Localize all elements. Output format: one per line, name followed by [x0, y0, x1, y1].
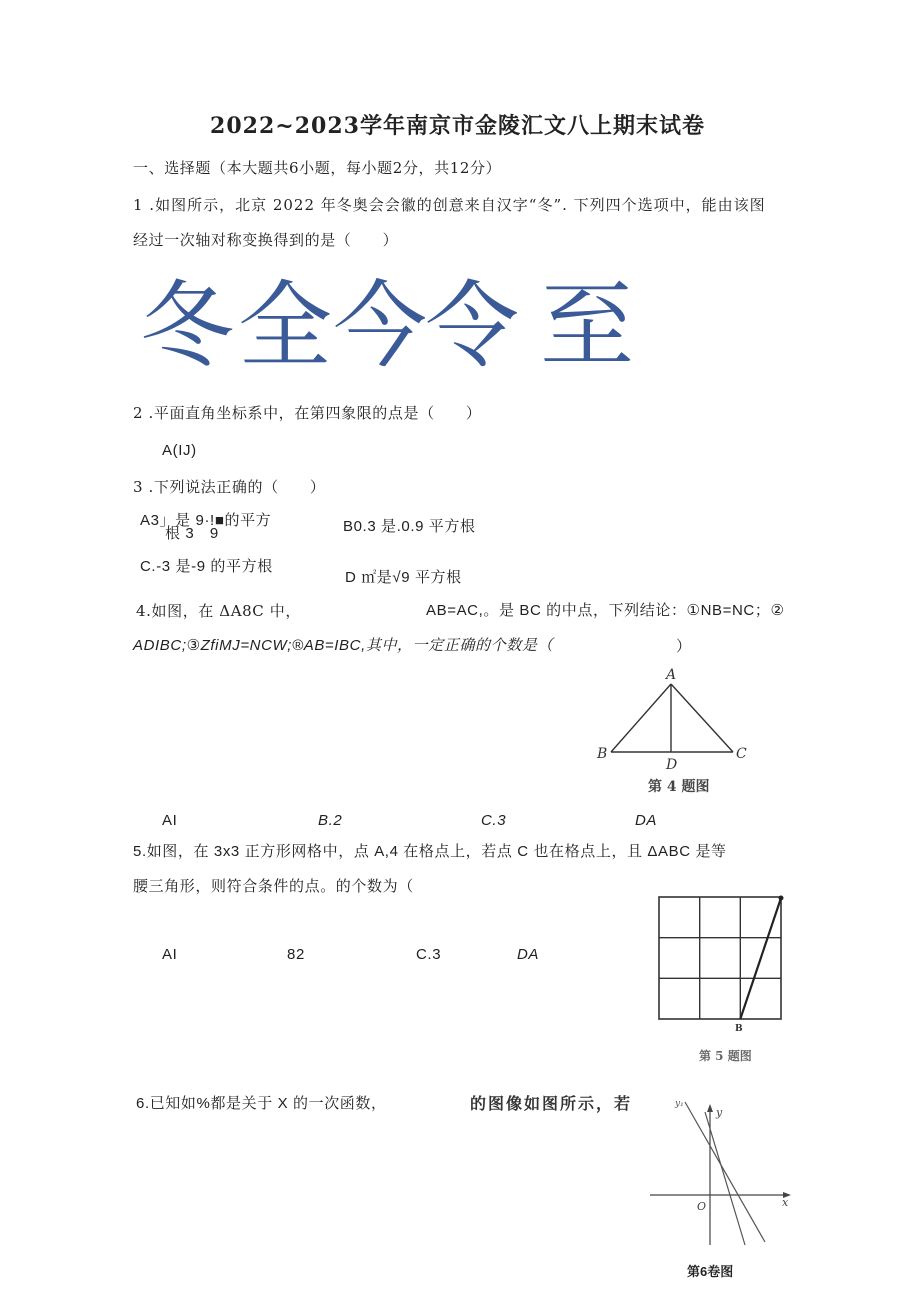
q5-grid-figure [655, 893, 787, 1035]
q1-char-2: 全 [238, 272, 333, 381]
q1-char-1: 冬 [140, 272, 235, 381]
q2-stem: 2 .平面直角坐标系中，在第四象限的点是（ ） [133, 404, 482, 422]
q4-figure-caption: 第 4 题图 [648, 779, 710, 795]
q1-stem-line1: 1 .如图所示，北京 2022 年冬奥会会徽的创意来自汉字“冬”. 下列四个选项中，能由该图 [133, 196, 766, 214]
q4-option-b: B.2 [318, 812, 343, 829]
q5-segment-ab [740, 898, 781, 1019]
q3-option-d: D ㎡是√9 平方根 [345, 569, 462, 586]
q4-label-a: A [666, 667, 677, 683]
q4-option-c: C.3 [481, 812, 507, 829]
q4-label-b: B [597, 746, 608, 762]
q4-triangle-figure [590, 665, 755, 797]
q3-stem: 3 .下列说法正确的（ ） [133, 478, 326, 496]
q5-option-a: AI [162, 946, 178, 963]
q6-label-origin: O [697, 1200, 707, 1213]
q5-grid-border [659, 897, 781, 1019]
q6-line-2 [705, 1112, 745, 1245]
section-heading: 一、选择题（本大题共6小题，每小题2分，共12分） [133, 159, 502, 177]
q6-y-axis-arrow [707, 1104, 713, 1112]
q4-stem-line2: ADIBC;③ZfiMJ=NCW;®AB=IBC,其中，一定正确的个数是（ [133, 637, 554, 654]
q3-option-b: B0.3 是.0.9 平方根 [343, 518, 476, 535]
q1-char-3: 今 [333, 272, 428, 381]
q4-stem-line1-b: AB=AC,。是 BC 的中点，下列结论：①NB=NC；② [426, 602, 785, 619]
q6-graph-figure [645, 1092, 795, 1252]
q5-option-c: C.3 [416, 946, 442, 963]
q6-figure-caption: 第6卷图 [687, 1264, 734, 1279]
q1-stem-line2: 经过一次轴对称变换得到的是（ ） [133, 231, 399, 249]
q3-option-c: C.-3 是-9 的平方根 [140, 558, 273, 575]
q1-char-5: 至 [540, 272, 635, 381]
q4-label-c: C [736, 746, 747, 762]
q5-point-a [779, 896, 784, 901]
q6-stem-line1-scan: 的图像如图所示，若 [470, 1094, 633, 1113]
q6-label-y1: y₁ [675, 1099, 684, 1109]
q4-label-d: D [666, 757, 678, 773]
q5-stem-line1: 5.如图，在 3x3 正方形网格中，点 A,4 在格点上，若点 C 也在格点上，且 ΔABC 是等 [133, 843, 727, 860]
q1-char-4: 令 [425, 272, 520, 381]
q6-stem-line1: 6.已知如%都是关于 X 的一次函数， [136, 1095, 387, 1112]
q6-line-1 [685, 1102, 765, 1242]
q5-stem-line2: 腰三角形，则符合条件的点。的个数为（ [133, 877, 414, 895]
q6-label-y: y [716, 1106, 723, 1119]
q2-option-a: A(IJ) [162, 442, 197, 459]
q4-option-a: AI [162, 812, 178, 829]
q5-figure-caption: 第 5 题图 [699, 1049, 752, 1063]
q3-option-a-line1: A3」是 9·!■的平方 [140, 512, 272, 529]
q4-side-ab [611, 684, 671, 752]
exam-title: 2022~2023学年南京市金陵汇文八上期末试卷 [210, 113, 705, 139]
q4-close-paren: ） [676, 637, 692, 655]
q6-label-x: x [782, 1196, 789, 1209]
q5-option-d: DA [517, 946, 540, 963]
q3-option-a-line2: 根 3 9 [165, 525, 219, 542]
q4-stem-line1-a: 4.如图，在 ΔA8C 中， [136, 602, 301, 620]
q4-option-d: DA [635, 812, 658, 829]
q5-label-b: B [735, 1024, 743, 1034]
q4-side-ac [671, 684, 733, 752]
q5-option-b: 82 [287, 946, 305, 963]
